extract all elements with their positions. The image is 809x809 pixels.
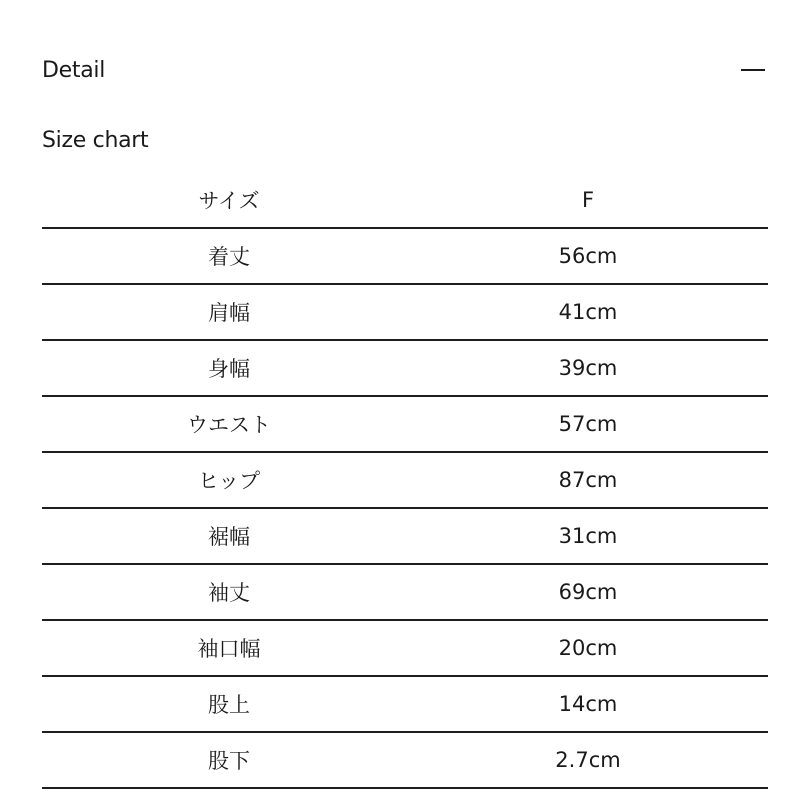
table-row [42, 621, 768, 677]
table-row [42, 733, 768, 789]
row-value: 41cm [558, 300, 618, 324]
table-row [42, 565, 768, 621]
detail-section-header[interactable] [42, 52, 766, 88]
minus-icon-bar [741, 69, 765, 71]
row-value: 14cm [558, 692, 618, 716]
table-row [42, 341, 768, 397]
table-row [42, 229, 768, 285]
row-label: 股上 [208, 693, 250, 717]
row-label: 袖口幅 [197, 637, 261, 661]
row-value: 20cm [558, 636, 618, 660]
row-label: 袖丈 [208, 581, 250, 605]
size-chart-heading: Size chart [42, 128, 149, 153]
row-value: 31cm [558, 524, 618, 548]
table-row [42, 677, 768, 733]
row-label: 肩幅 [208, 301, 250, 325]
size-chart-header-value: F [581, 188, 595, 212]
size-chart-table [42, 173, 768, 789]
table-row [42, 509, 768, 565]
row-value: 69cm [558, 580, 618, 604]
row-value: 39cm [558, 356, 618, 380]
row-label: 着丈 [208, 245, 250, 269]
detail-title: Detail [42, 57, 106, 83]
row-label: 股下 [208, 749, 250, 773]
row-label: 裾幅 [208, 525, 250, 549]
row-value: 57cm [558, 412, 618, 436]
table-row [42, 397, 768, 453]
row-value: 2.7cm [555, 748, 621, 772]
row-label: ヒップ [197, 469, 261, 493]
size-chart-header-label: サイズ [198, 189, 260, 213]
table-row [42, 285, 768, 341]
size-chart-header-row [42, 173, 768, 229]
row-value: 56cm [558, 244, 618, 268]
row-label: 身幅 [208, 357, 250, 381]
row-label: ウエスト [187, 413, 271, 437]
minus-icon[interactable] [740, 60, 766, 80]
row-value: 87cm [558, 468, 618, 492]
table-row [42, 453, 768, 509]
